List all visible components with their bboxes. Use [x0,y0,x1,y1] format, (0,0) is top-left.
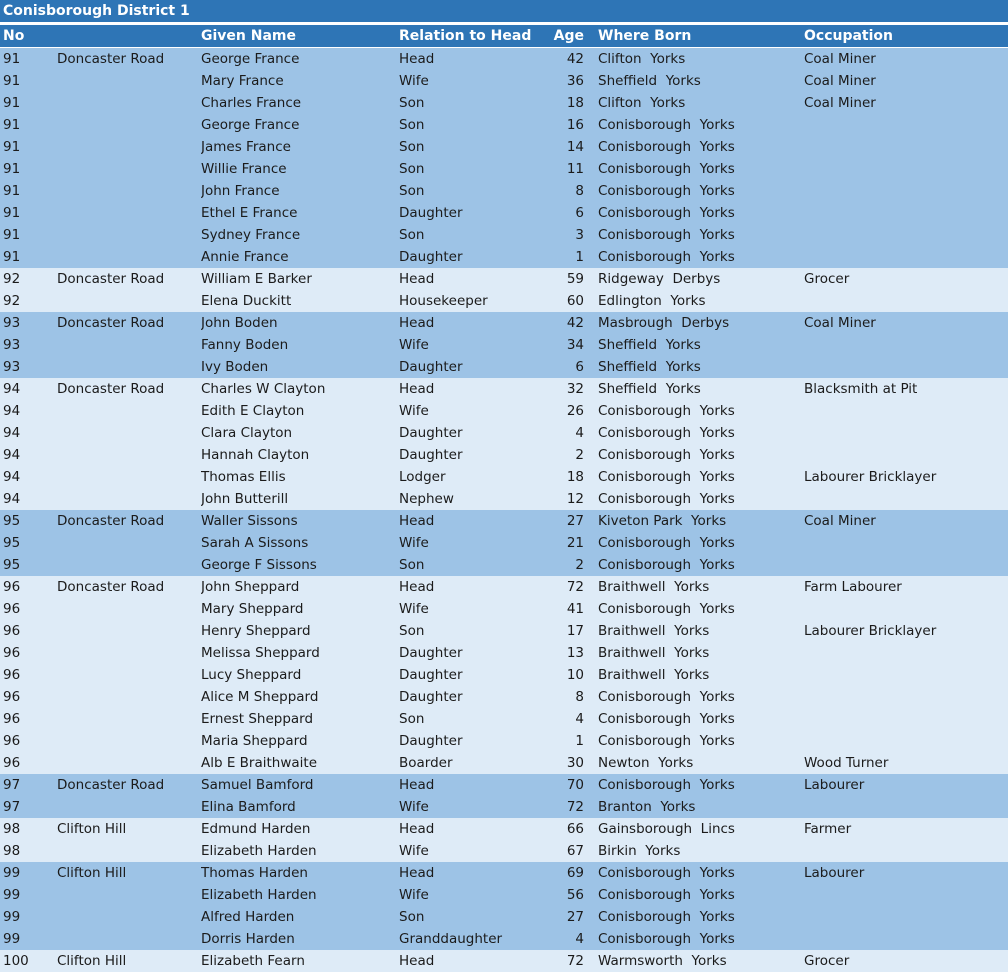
cell-no: 96 [3,733,21,749]
cell-given-name: Elizabeth Harden [201,843,317,859]
cell-where-born: Conisborough Yorks [598,909,735,925]
cell-no: 91 [3,161,21,177]
cell-no: 96 [3,711,21,727]
cell-given-name: Henry Sheppard [201,623,311,639]
cell-relation: Head [399,579,435,595]
cell-no: 96 [3,689,21,705]
cell-given-name: James France [201,139,291,155]
table-row [0,664,1008,686]
table-row [0,70,1008,92]
cell-age: 26 [566,403,584,419]
cell-relation: Son [399,161,425,177]
cell-relation: Head [399,315,435,331]
cell-where-born: Conisborough Yorks [598,491,735,507]
cell-given-name: Edith E Clayton [201,403,305,419]
cell-street: Clifton Hill [57,865,127,881]
table-row [0,422,1008,444]
cell-given-name: Mary France [201,73,284,89]
cell-no: 91 [3,205,21,221]
cell-street: Clifton Hill [57,821,127,837]
cell-given-name: Melissa Sheppard [201,645,320,661]
cell-given-name: Samuel Bamford [201,777,314,793]
cell-occupation: Farmer [804,821,852,837]
table-row [0,246,1008,268]
cell-no: 94 [3,403,21,419]
cell-no: 91 [3,139,21,155]
cell-relation: Wife [399,337,429,353]
cell-no: 91 [3,51,21,67]
cell-no: 96 [3,755,21,771]
cell-given-name: Dorris Harden [201,931,295,947]
table-row [0,136,1008,158]
cell-age: 60 [566,293,584,309]
table-row [0,378,1008,400]
cell-relation: Daughter [399,645,463,661]
cell-relation: Daughter [399,447,463,463]
cell-occupation: Coal Miner [804,95,876,111]
cell-relation: Son [399,227,425,243]
cell-relation: Wife [399,843,429,859]
cell-relation: Housekeeper [399,293,488,309]
table-row [0,774,1008,796]
table-row [0,598,1008,620]
cell-where-born: Conisborough Yorks [598,777,735,793]
cell-no: 91 [3,183,21,199]
header-age: Age [553,28,584,44]
cell-no: 94 [3,469,21,485]
cell-where-born: Conisborough Yorks [598,931,735,947]
cell-relation: Wife [399,535,429,551]
cell-relation: Son [399,711,425,727]
table-row [0,554,1008,576]
cell-no: 99 [3,887,21,903]
cell-given-name: Clara Clayton [201,425,293,441]
cell-no: 94 [3,425,21,441]
cell-given-name: Ivy Boden [201,359,269,375]
cell-where-born: Conisborough Yorks [598,447,735,463]
cell-no: 100 [3,953,29,969]
cell-relation: Wife [399,601,429,617]
cell-relation: Head [399,513,435,529]
cell-no: 96 [3,601,21,617]
cell-street: Doncaster Road [57,381,165,397]
cell-where-born: Conisborough Yorks [598,425,735,441]
cell-occupation: Blacksmith at Pit [804,381,918,397]
table-row [0,510,1008,532]
cell-age: 30 [566,755,584,771]
cell-given-name: Charles W Clayton [201,381,326,397]
cell-relation: Wife [399,73,429,89]
cell-given-name: Alb E Braithwaite [201,755,318,771]
cell-no: 93 [3,359,21,375]
table-row [0,180,1008,202]
cell-given-name: William E Barker [201,271,312,287]
table-row [0,840,1008,862]
cell-age: 6 [575,359,584,375]
cell-age: 17 [566,623,584,639]
cell-age: 1 [575,733,584,749]
cell-relation: Son [399,623,425,639]
cell-relation: Wife [399,887,429,903]
cell-given-name: John Boden [201,315,278,331]
cell-given-name: Ernest Sheppard [201,711,314,727]
cell-age: 72 [566,579,584,595]
cell-occupation: Grocer [804,271,850,287]
cell-street: Doncaster Road [57,271,165,287]
cell-where-born: Conisborough Yorks [598,865,735,881]
cell-no: 92 [3,271,21,287]
cell-given-name: George France [201,51,300,67]
cell-given-name: Maria Sheppard [201,733,308,749]
cell-age: 36 [566,73,584,89]
cell-where-born: Conisborough Yorks [598,227,735,243]
cell-age: 16 [566,117,584,133]
cell-relation: Daughter [399,667,463,683]
table-row [0,950,1008,972]
cell-age: 66 [566,821,584,837]
cell-occupation: Labourer Bricklayer [804,469,937,485]
cell-street: Doncaster Road [57,777,165,793]
table-row [0,708,1008,730]
cell-given-name: Ethel E France [201,205,298,221]
table-row [0,620,1008,642]
cell-age: 8 [575,689,584,705]
header-where-born: Where Born [598,28,692,44]
cell-relation: Daughter [399,249,463,265]
cell-given-name: George F Sissons [201,557,317,573]
cell-where-born: Ridgeway Derbys [598,271,721,287]
cell-where-born: Clifton Yorks [598,95,686,111]
cell-where-born: Warmsworth Yorks [598,953,727,969]
cell-relation: Wife [399,403,429,419]
cell-no: 97 [3,777,21,793]
cell-where-born: Conisborough Yorks [598,535,735,551]
cell-given-name: Waller Sissons [201,513,298,529]
cell-age: 8 [575,183,584,199]
cell-relation: Daughter [399,733,463,749]
cell-given-name: Lucy Sheppard [201,667,302,683]
table-row [0,884,1008,906]
header-occupation: Occupation [804,28,894,44]
table-row [0,312,1008,334]
cell-occupation: Labourer [804,865,865,881]
cell-given-name: Alfred Harden [201,909,295,925]
cell-age: 69 [566,865,584,881]
cell-given-name: Mary Sheppard [201,601,304,617]
cell-given-name: Elizabeth Harden [201,887,317,903]
cell-relation: Nephew [399,491,454,507]
cell-given-name: George France [201,117,300,133]
cell-relation: Son [399,139,425,155]
cell-where-born: Sheffield Yorks [598,73,701,89]
cell-age: 67 [566,843,584,859]
cell-no: 91 [3,117,21,133]
cell-age: 32 [566,381,584,397]
cell-given-name: Thomas Ellis [201,469,286,485]
table-row [0,730,1008,752]
cell-street: Doncaster Road [57,579,165,595]
cell-relation: Head [399,953,435,969]
cell-relation: Head [399,865,435,881]
cell-relation: Son [399,909,425,925]
cell-where-born: Conisborough Yorks [598,139,735,155]
cell-where-born: Conisborough Yorks [598,469,735,485]
cell-no: 93 [3,337,21,353]
cell-no: 94 [3,381,21,397]
cell-age: 2 [575,447,584,463]
cell-given-name: Sydney France [201,227,301,243]
cell-where-born: Conisborough Yorks [598,183,735,199]
table-row [0,752,1008,774]
table-row [0,202,1008,224]
cell-given-name: John France [201,183,280,199]
cell-relation: Son [399,95,425,111]
table-row [0,268,1008,290]
cell-age: 72 [566,953,584,969]
table-row [0,290,1008,312]
cell-no: 96 [3,667,21,683]
cell-relation: Granddaughter [399,931,503,947]
table-row [0,686,1008,708]
cell-where-born: Conisborough Yorks [598,161,735,177]
cell-street: Doncaster Road [57,51,165,67]
cell-age: 18 [566,469,584,485]
cell-age: 1 [575,249,584,265]
cell-no: 96 [3,579,21,595]
cell-where-born: Sheffield Yorks [598,337,701,353]
cell-no: 96 [3,623,21,639]
table-row [0,466,1008,488]
table-row [0,356,1008,378]
cell-relation: Wife [399,799,429,815]
cell-relation: Head [399,271,435,287]
cell-no: 97 [3,799,21,815]
cell-relation: Daughter [399,205,463,221]
cell-where-born: Clifton Yorks [598,51,686,67]
cell-given-name: Fanny Boden [201,337,289,353]
cell-age: 27 [566,909,584,925]
table-row [0,642,1008,664]
cell-relation: Head [399,381,435,397]
column-header-row [0,25,1008,47]
cell-age: 70 [566,777,584,793]
cell-given-name: Hannah Clayton [201,447,310,463]
cell-no: 91 [3,227,21,243]
table-row [0,114,1008,136]
cell-no: 95 [3,535,21,551]
sheet-title: Conisborough District 1 [3,3,190,19]
cell-no: 91 [3,249,21,265]
cell-given-name: John Butterill [201,491,289,507]
cell-where-born: Newton Yorks [598,755,694,771]
table-row [0,796,1008,818]
header-relation: Relation to Head [399,28,532,44]
cell-no: 96 [3,645,21,661]
cell-where-born: Sheffield Yorks [598,359,701,375]
cell-age: 4 [575,931,584,947]
table-row [0,488,1008,510]
cell-age: 6 [575,205,584,221]
cell-relation: Head [399,821,435,837]
cell-where-born: Braithwell Yorks [598,623,710,639]
cell-relation: Lodger [399,469,446,485]
cell-age: 42 [566,51,584,67]
cell-street: Doncaster Road [57,513,165,529]
cell-where-born: Conisborough Yorks [598,689,735,705]
cell-given-name: Charles France [201,95,302,111]
cell-where-born: Braithwell Yorks [598,645,710,661]
cell-age: 12 [566,491,584,507]
cell-relation: Daughter [399,359,463,375]
cell-where-born: Conisborough Yorks [598,733,735,749]
table-row [0,576,1008,598]
cell-where-born: Masbrough Derbys [598,315,730,331]
cell-occupation: Coal Miner [804,513,876,529]
table-row [0,400,1008,422]
cell-where-born: Conisborough Yorks [598,249,735,265]
cell-given-name: Edmund Harden [201,821,311,837]
cell-where-born: Sheffield Yorks [598,381,701,397]
cell-given-name: Sarah A Sissons [201,535,309,551]
table-row [0,928,1008,950]
table-row [0,818,1008,840]
cell-occupation: Grocer [804,953,850,969]
cell-age: 13 [566,645,584,661]
cell-no: 98 [3,821,21,837]
cell-where-born: Conisborough Yorks [598,557,735,573]
cell-where-born: Conisborough Yorks [598,887,735,903]
cell-age: 4 [575,711,584,727]
cell-no: 91 [3,95,21,111]
cell-where-born: Birkin Yorks [598,843,681,859]
cell-occupation: Coal Miner [804,315,876,331]
cell-age: 14 [566,139,584,155]
cell-given-name: Elena Duckitt [201,293,292,309]
cell-age: 10 [566,667,584,683]
table-row [0,532,1008,554]
cell-occupation: Labourer Bricklayer [804,623,937,639]
cell-age: 72 [566,799,584,815]
table-row [0,92,1008,114]
table-row [0,444,1008,466]
cell-relation: Boarder [399,755,453,771]
cell-where-born: Edlington Yorks [598,293,706,309]
cell-given-name: John Sheppard [201,579,300,595]
cell-occupation: Farm Labourer [804,579,902,595]
cell-no: 93 [3,315,21,331]
cell-where-born: Conisborough Yorks [598,117,735,133]
cell-where-born: Conisborough Yorks [598,205,735,221]
cell-occupation: Coal Miner [804,73,876,89]
table-row [0,334,1008,356]
cell-given-name: Elina Bamford [201,799,296,815]
cell-no: 99 [3,865,21,881]
cell-no: 94 [3,491,21,507]
cell-age: 18 [566,95,584,111]
cell-given-name: Alice M Sheppard [201,689,319,705]
cell-where-born: Branton Yorks [598,799,696,815]
cell-given-name: Thomas Harden [201,865,308,881]
cell-where-born: Braithwell Yorks [598,579,710,595]
cell-age: 2 [575,557,584,573]
cell-occupation: Labourer [804,777,865,793]
cell-age: 27 [566,513,584,529]
cell-age: 41 [566,601,584,617]
cell-occupation: Coal Miner [804,51,876,67]
cell-age: 56 [566,887,584,903]
cell-where-born: Kiveton Park Yorks [598,513,727,529]
cell-age: 34 [566,337,584,353]
cell-no: 99 [3,931,21,947]
cell-no: 95 [3,557,21,573]
cell-relation: Head [399,777,435,793]
table-row [0,158,1008,180]
header-given-name: Given Name [201,28,296,44]
cell-relation: Daughter [399,689,463,705]
cell-relation: Son [399,557,425,573]
cell-street: Doncaster Road [57,315,165,331]
cell-relation: Daughter [399,425,463,441]
cell-age: 21 [566,535,584,551]
cell-relation: Head [399,51,435,67]
cell-street: Clifton Hill [57,953,127,969]
table-row [0,224,1008,246]
cell-no: 94 [3,447,21,463]
cell-age: 42 [566,315,584,331]
cell-age: 59 [566,271,584,287]
cell-where-born: Conisborough Yorks [598,711,735,727]
cell-age: 11 [566,161,584,177]
header-no: No [3,28,25,44]
table-row [0,48,1008,70]
cell-age: 4 [575,425,584,441]
cell-no: 98 [3,843,21,859]
cell-no: 99 [3,909,21,925]
cell-where-born: Conisborough Yorks [598,403,735,419]
sheet-title-row [0,0,1008,22]
cell-no: 92 [3,293,21,309]
table-row [0,862,1008,884]
cell-no: 95 [3,513,21,529]
cell-age: 3 [575,227,584,243]
cell-no: 91 [3,73,21,89]
cell-relation: Son [399,117,425,133]
cell-where-born: Braithwell Yorks [598,667,710,683]
cell-where-born: Gainsborough Lincs [598,821,735,837]
cell-given-name: Willie France [201,161,287,177]
cell-relation: Son [399,183,425,199]
cell-where-born: Conisborough Yorks [598,601,735,617]
table-row [0,906,1008,928]
cell-given-name: Elizabeth Fearn [201,953,305,969]
cell-occupation: Wood Turner [804,755,889,771]
cell-given-name: Annie France [201,249,289,265]
